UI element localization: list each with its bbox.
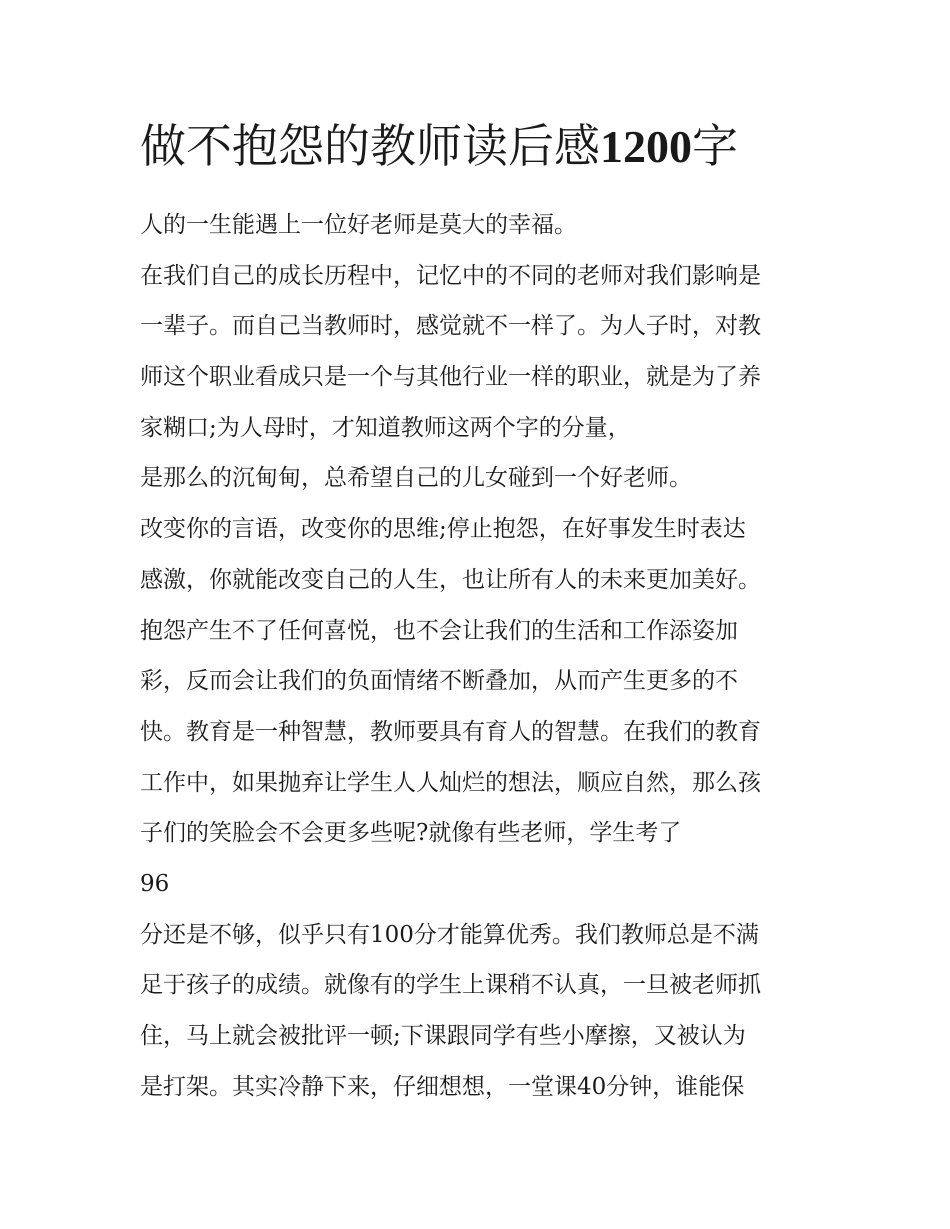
document-title [140, 118, 840, 175]
body-line: 是那么的沉甸甸，总希望自己的儿女碰到一个好老师。 [140, 465, 692, 492]
body-line: 感激，你就能改变自己的人生，也让所有人的未来更加美好。 [140, 566, 761, 593]
body-line: 住，马上就会被批评一顿;下课跟同学有些小摩擦，又被认为 [140, 1023, 746, 1049]
body-line: 家糊口;为人母时，才知道教师这两个字的分量， [140, 414, 631, 441]
body-line: 在我们自己的成长历程中，记忆中的不同的老师对我们影响是 [140, 262, 761, 289]
body-line: 人的一生能遇上一位好老师是莫大的幸福。 [140, 212, 577, 238]
body-line: 彩，反而会让我们的负面情绪不断叠加，从而产生更多的不 [140, 668, 738, 695]
body-line: 师这个职业看成只是一个与其他行业一样的职业，就是为了养 [140, 364, 761, 391]
body-line: 抱怨产生不了任何喜悦，也不会让我们的生活和工作添姿加 [140, 617, 738, 644]
title-suffix: 字 [692, 119, 738, 173]
body-line: 一辈子。而自己当教师时，感觉就不一样了。为人子时，对教 [140, 313, 761, 340]
body-line: 快。教育是一种智慧，教师要具有育人的智慧。在我们的教育 [140, 718, 761, 745]
body-line: 是打架。其实冷静下来，仔细想想，一堂课40分钟，谁能保 [140, 1073, 745, 1100]
document-body [140, 200, 830, 1112]
body-line: 改变你的言语，改变你的思维;停止抱怨，在好事发生时表达 [140, 516, 746, 543]
title-main-text: 做不抱怨的教师读后感 [140, 119, 600, 173]
body-line: 工作中，如果抛弃让学生人人灿烂的想法，顺应自然，那么孩 [140, 769, 761, 796]
title-number: 1200 [600, 121, 692, 172]
body-line: 96 [140, 870, 170, 897]
body-line: 足于孩子的成绩。就像有的学生上课稍不认真，一旦被老师抓 [140, 972, 761, 999]
body-line: 子们的笑脸会不会更多些呢?就像有些老师，学生考了 [140, 820, 682, 847]
body-line: 分还是不够，似乎只有100分才能算优秀。我们教师总是不满 [140, 921, 759, 948]
